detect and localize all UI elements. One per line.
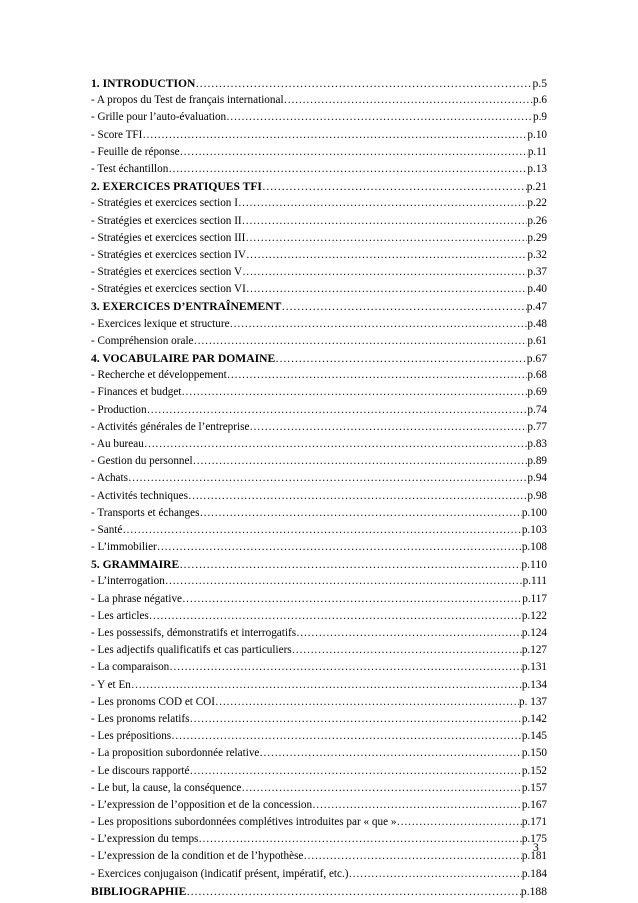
toc-entry-title: - Grille pour l’auto-évaluation [91, 111, 227, 124]
dot-leader [190, 711, 522, 728]
dot-leader [181, 384, 527, 401]
toc-entry [91, 866, 547, 883]
toc-entry-title: - Les articles [91, 609, 149, 622]
toc-entry-title: - La comparaison [91, 661, 170, 674]
toc-entry-page: p.11 [527, 145, 547, 158]
toc-section-heading [91, 178, 547, 195]
toc-entry-title: - Score TFI [91, 128, 143, 141]
toc-entry-page: p.98 [527, 489, 547, 502]
dot-leader [296, 625, 522, 642]
dot-leader [157, 539, 522, 556]
dot-leader [245, 230, 527, 247]
dot-leader [215, 694, 519, 711]
dot-leader [165, 573, 523, 590]
toc-entry-page: p.61 [527, 334, 547, 347]
toc-entry-title: - Stratégies et exercices section III [91, 231, 246, 244]
toc-entry-page: p.181 [521, 850, 547, 863]
toc-entry-page: p.142 [521, 712, 547, 725]
toc-entry [91, 92, 547, 109]
toc-entry-title: - Stratégies et exercices section VI [91, 283, 246, 296]
toc-entry-page: p.152 [521, 764, 547, 777]
toc-entry [91, 780, 547, 797]
toc-entry-page: p.10 [527, 128, 547, 141]
toc-section-heading [91, 556, 547, 573]
toc-entry-page: p.184 [521, 867, 547, 880]
dot-leader [180, 144, 528, 161]
dot-leader [147, 402, 528, 419]
toc-entry-page: p.37 [527, 266, 547, 279]
toc-entry-page: p.171 [521, 816, 547, 829]
toc-entry-page: p.22 [527, 197, 547, 210]
dot-leader [246, 281, 528, 298]
dot-leader [241, 780, 521, 797]
toc-entry-page: p.124 [521, 627, 547, 639]
dot-leader [242, 264, 527, 281]
dot-leader [194, 333, 528, 350]
toc-entry [91, 591, 547, 608]
toc-entry [91, 505, 547, 522]
toc-entry [91, 264, 547, 281]
toc-entry [91, 436, 547, 453]
toc-entry-title: - L’expression de la condition et de l’hypothèse [91, 850, 304, 863]
page-number: 3 [533, 842, 539, 854]
toc-entry-title: - Finances et budget [91, 386, 182, 399]
toc-entry-page: p.188 [520, 884, 547, 898]
table-of-contents [91, 75, 547, 900]
dot-leader [171, 728, 522, 745]
toc-entry [91, 109, 547, 126]
dot-leader [262, 178, 527, 195]
toc-entry-page: p.94 [527, 472, 547, 485]
dot-leader [131, 677, 522, 694]
toc-entry [91, 488, 547, 505]
toc-entry-page: p.5 [532, 77, 547, 90]
toc-entry-page: p.47 [526, 300, 547, 314]
toc-entry [91, 470, 547, 487]
toc-entry-page: p.67 [526, 352, 547, 365]
dot-leader [189, 763, 521, 780]
toc-entry-title: 2. EXERCICES PRATIQUES TFI [91, 180, 262, 194]
toc-entry [91, 195, 547, 212]
toc-entry-page: p.13 [527, 162, 547, 175]
toc-entry-title: - Compréhension orale [91, 334, 194, 347]
dot-leader [195, 75, 532, 92]
toc-entry-page: p.134 [521, 678, 547, 691]
dot-leader [149, 608, 522, 625]
toc-entry-title: 5. GRAMMAIRE [91, 558, 180, 572]
dot-leader [122, 522, 521, 539]
toc-entry-title: - Transports et échanges [91, 506, 200, 519]
toc-entry-page: p.32 [527, 248, 547, 261]
toc-section-heading [91, 883, 547, 900]
toc-entry-title: - Recherche et développement [91, 369, 227, 382]
dot-leader [259, 745, 521, 762]
toc-entry [91, 419, 547, 436]
dot-leader [227, 367, 528, 384]
dot-leader [312, 797, 522, 814]
toc-section-heading [91, 350, 547, 367]
toc-entry [91, 127, 547, 144]
toc-entry-page: p.29 [527, 231, 547, 244]
toc-entry-title: - La phrase négative [91, 592, 183, 605]
toc-entry [91, 539, 547, 556]
toc-entry-title: - Production [91, 403, 147, 416]
dot-leader [144, 436, 528, 453]
toc-entry-title: - Les adjectifs qualificatifs et cas particuliers [91, 644, 292, 657]
toc-entry-page: p.100 [521, 506, 547, 519]
toc-entry-title: - Activités techniques [91, 489, 188, 502]
toc-entry-page: p.127 [521, 644, 547, 657]
toc-entry [91, 694, 547, 711]
toc-entry-page: p.157 [521, 781, 547, 794]
toc-entry [91, 161, 547, 178]
toc-entry-page: p.110 [521, 558, 547, 572]
toc-entry-title: - Y et En [91, 678, 131, 691]
toc-entry [91, 711, 547, 728]
toc-entry-title: - L’expression de l’opposition et de la concession [91, 798, 313, 811]
dot-leader [292, 642, 522, 659]
toc-entry-title: - L’interrogation [91, 575, 165, 588]
toc-entry-page: p.26 [527, 214, 547, 227]
toc-entry-page: p.145 [521, 730, 547, 743]
toc-entry-title: - L’expression du temps [91, 833, 199, 846]
dot-leader [238, 195, 527, 212]
toc-entry-title: - Le but, la cause, la conséquence [91, 781, 242, 794]
toc-entry-page: p.48 [527, 317, 547, 330]
toc-entry-page: p.69 [527, 386, 547, 399]
toc-entry-title: - Stratégies et exercices section II [91, 214, 242, 227]
dot-leader [230, 316, 528, 333]
toc-entry [91, 848, 547, 865]
toc-entry-title: - Achats [91, 472, 128, 485]
toc-entry-page: p.83 [527, 437, 547, 450]
toc-entry-title: - Feuille de réponse [91, 145, 180, 158]
toc-entry-page: p.131 [521, 661, 547, 674]
toc-entry [91, 797, 547, 814]
toc-entry [91, 333, 547, 350]
toc-entry-page: p. 137 [519, 695, 547, 708]
toc-entry [91, 230, 547, 247]
toc-entry-title: - Au bureau [91, 437, 144, 450]
toc-entry-title: - Stratégies et exercices section I [91, 197, 238, 210]
toc-entry [91, 625, 547, 642]
toc-entry-page: p.103 [521, 523, 547, 536]
toc-entry-title: - Gestion du personnel [91, 455, 193, 468]
toc-entry-title: - Test échantillon [91, 162, 169, 175]
toc-entry [91, 453, 547, 470]
toc-entry [91, 316, 547, 333]
toc-entry [91, 402, 547, 419]
dot-leader [142, 127, 527, 144]
toc-entry-page: p.40 [527, 283, 547, 296]
dot-leader [199, 505, 521, 522]
toc-entry [91, 745, 547, 762]
toc-entry [91, 573, 547, 590]
toc-section-heading [91, 298, 547, 315]
dot-leader [179, 556, 521, 573]
toc-entry-page: p.108 [521, 541, 547, 554]
dot-leader [349, 866, 522, 883]
toc-entry-title: BIBLIOGRAPHIE [91, 884, 187, 898]
toc-entry-title: - Exercices conjugaison (indicatif présent, impératif, etc.) [91, 867, 349, 880]
toc-entry [91, 814, 547, 831]
toc-entry [91, 247, 547, 264]
toc-entry-title: - L’immobilier [91, 541, 157, 554]
dot-leader [182, 591, 522, 608]
dot-leader [284, 92, 533, 109]
toc-entry [91, 281, 547, 298]
toc-entry-title: - La proposition subordonnée relative [91, 747, 260, 760]
toc-entry-title: - Activités générales de l’entreprise [91, 420, 250, 433]
toc-entry-page: p.21 [526, 180, 547, 194]
dot-leader [242, 213, 528, 230]
toc-entry [91, 659, 547, 676]
dot-leader [226, 109, 533, 126]
toc-entry-title: - Les prépositions [91, 730, 172, 743]
dot-leader [396, 814, 521, 831]
dot-leader [186, 883, 521, 900]
toc-entry-page: p.111 [522, 575, 547, 588]
toc-entry-page: p.175 [521, 833, 547, 846]
toc-entry-title: 1. INTRODUCTION [91, 77, 196, 90]
dot-leader [275, 350, 527, 367]
toc-entry-page: p.122 [521, 609, 547, 622]
toc-entry [91, 367, 547, 384]
toc-entry-title: 4. VOCABULAIRE PAR DOMAINE [91, 352, 276, 365]
toc-entry [91, 144, 547, 161]
dot-leader [193, 453, 528, 470]
toc-entry [91, 213, 547, 230]
toc-entry-page: p.74 [527, 403, 547, 416]
toc-entry [91, 384, 547, 401]
dot-leader [198, 831, 521, 848]
dot-leader [169, 659, 522, 676]
toc-entry-page: p.6 [533, 94, 547, 107]
toc-entry-title: - Les propositions subordonnées complétives introduites par « que » [91, 816, 397, 829]
toc-entry [91, 677, 547, 694]
toc-entry [91, 728, 547, 745]
toc-entry-page: p.68 [527, 369, 547, 382]
dot-leader [188, 488, 527, 505]
toc-entry-title: - Les pronoms relatifs [91, 712, 190, 725]
toc-entry-title: - Santé [91, 523, 123, 536]
toc-entry [91, 522, 547, 539]
toc-entry-title: - Stratégies et exercices section V [91, 266, 243, 279]
toc-entry-title: - Stratégies et exercices section IV [91, 248, 247, 261]
toc-entry-page: p.77 [527, 420, 547, 433]
dot-leader [249, 419, 527, 436]
toc-entry-page: p.150 [521, 747, 547, 760]
toc-entry [91, 763, 547, 780]
toc-entry-title: - A propos du Test de français international [91, 94, 284, 107]
dot-leader [246, 247, 527, 264]
toc-entry-page: p.167 [521, 798, 547, 811]
toc-entry [91, 831, 547, 848]
toc-entry-title: - Les possessifs, démonstratifs et interrogatifs [91, 627, 297, 639]
dot-leader [281, 298, 526, 315]
toc-entry [91, 608, 547, 625]
toc-entry [91, 642, 547, 659]
dot-leader [168, 161, 527, 178]
toc-entry-page: p.117 [522, 592, 547, 605]
toc-entry-title: - Exercices lexique et structure [91, 317, 230, 330]
toc-entry-page: p.9 [533, 111, 547, 124]
toc-entry-title: - Le discours rapporté [91, 764, 190, 777]
toc-entry-title: 3. EXERCICES D’ENTRAÎNEMENT [91, 300, 282, 314]
dot-leader [303, 848, 521, 865]
toc-section-heading [91, 75, 547, 92]
toc-entry-title: - Les pronoms COD et COI [91, 695, 215, 708]
toc-entry-page: p.89 [527, 455, 547, 468]
dot-leader [128, 470, 527, 487]
